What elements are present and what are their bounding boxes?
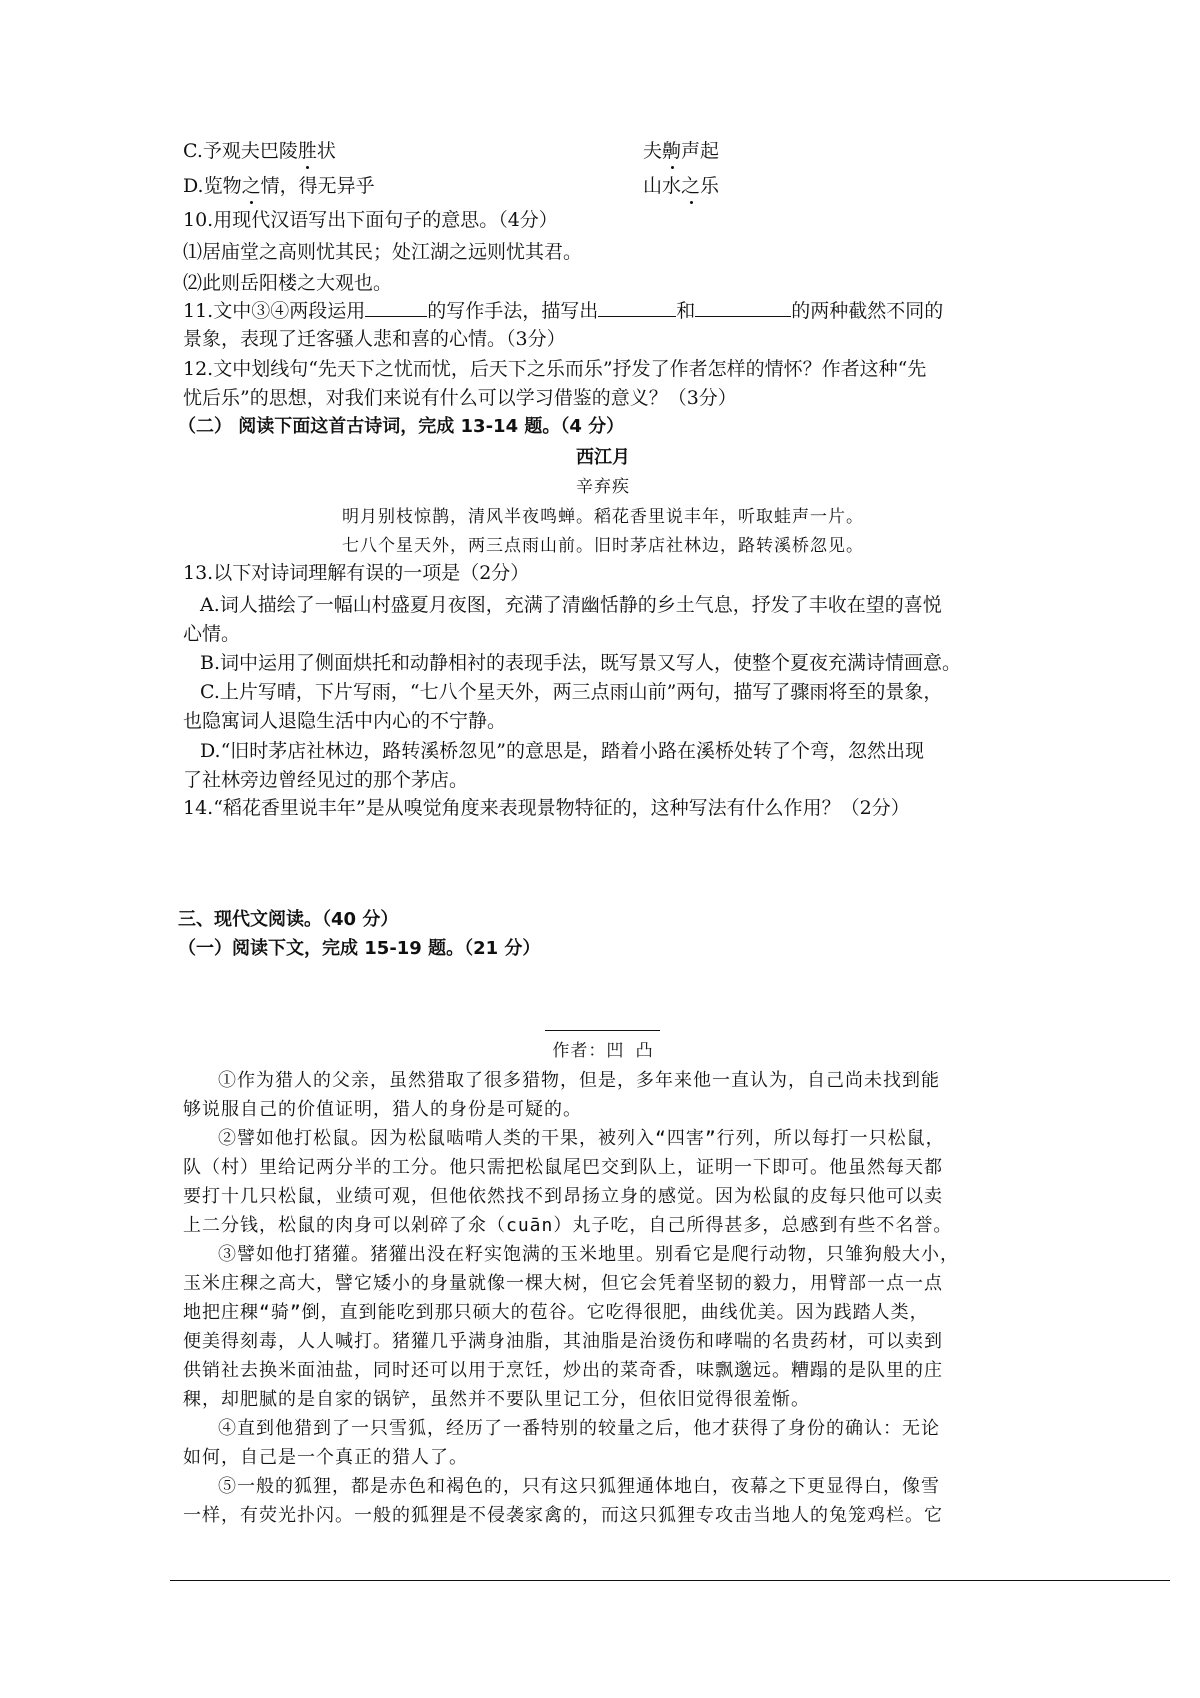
q13-option-c-line-1: C.上片写晴，下片写雨，“七八个星天外，两三点雨山前”两句，描写了骤雨将至的景象， — [200, 681, 943, 703]
paragraph-5-line-2: 一样，有荧光扑闪。一般的狐狸是不侵袭家禽的，而这只狐狸专攻击当地人的兔笼鸡栏。它 — [183, 1505, 943, 1526]
poem-title: 西江月 — [576, 447, 630, 468]
section-2-heading: （二） 阅读下面这首古诗词，完成 13-14 题。（4 分） — [178, 416, 625, 437]
paragraph-5-line-1: ⑤一般的狐狸，都是赤色和褐色的，只有这只狐狸通体地白，夜幕之下更显得白，像雪 — [218, 1476, 940, 1497]
q9-option-d — [183, 171, 1023, 201]
poem-line-2: 七八个星天外，两三点雨山前。旧时茅店社林边，路转溪桥忽见。 — [342, 536, 864, 556]
article-author: 作者：凹 凸 — [552, 1041, 654, 1061]
q12-line-1: 12.文中划线句“先天下之忧而忧，后天下之乐而乐”抒发了作者怎样的情怀？作者这种“先 — [183, 358, 927, 380]
q11-blank-3[interactable] — [695, 298, 791, 317]
q12-line-2: 忧后乐”的思想，对我们来说有什么可以学习借鉴的意义？（3分） — [183, 387, 737, 409]
paragraph-3-line-1: ③譬如他打猪獾。猪獾出没在籽实饱满的玉米地里。别看它是爬行动物，只雏狗般大小， — [218, 1244, 959, 1265]
article-title-blank[interactable] — [545, 1030, 660, 1031]
paragraph-2-line-4: 上二分钱，松鼠的肉身可以剁碎了氽（cuān）丸子吃，自己所得甚多，总感到有些不名誉。 — [183, 1215, 953, 1236]
q13-option-d-line-1: D.“旧时茅店社林边，路转溪桥忽见”的意思是，踏着小路在溪桥处转了个弯，忽然出现 — [200, 740, 925, 762]
poem-author: 辛弃疾 — [576, 477, 630, 497]
q13-option-b: B.词中运用了侧面烘托和动静相衬的表现手法，既写景又写人，使整个夏夜充满诗情画意。 — [200, 652, 962, 674]
q9-option-c — [183, 136, 1023, 166]
paragraph-3-line-2: 玉米庄稞之高大，譬它矮小的身量就像一棵大树，但它会凭着坚韧的毅力，用臂部一点一点 — [183, 1273, 943, 1294]
q9-option-d-right: 山水之乐 — [643, 171, 719, 201]
footer-rule — [170, 1580, 1170, 1581]
paragraph-3-line-4: 便美得刻毒，人人喊打。猪獾几乎满身油脂，其油脂是治烫伤和哮喘的名贵药材，可以卖到 — [183, 1331, 943, 1352]
q11-blank-2[interactable] — [598, 298, 676, 317]
poem-line-1: 明月别枝惊鹊，清风半夜鸣蝉。稻花香里说丰年，听取蛙声一片。 — [342, 507, 864, 527]
q9-option-d-left: D.览物之情，得无异乎 — [183, 175, 375, 197]
section-3-heading: 三、现代文阅读。（40 分） — [178, 909, 399, 930]
q10-sentence-1: ⑴居庙堂之高则忧其民；处江湖之远则忧其君。 — [183, 241, 583, 263]
section-3-subheading: （一）阅读下文，完成 15-19 题。（21 分） — [178, 938, 541, 959]
q13-title: 13.以下对诗词理解有误的一项是（2分） — [183, 562, 530, 584]
q10-sentence-2: ⑵此则岳阳楼之大观也。 — [183, 272, 393, 294]
paragraph-2-line-2: 队（村）里给记两分半的工分。他只需把松鼠尾巴交到队上，证明一下即可。他虽然每天都 — [183, 1157, 943, 1178]
q11-blank-1[interactable] — [365, 298, 427, 317]
paragraph-3-line-5: 供销社去换米面油盐，同时还可以用于烹饪，炒出的菜奇香，味飘邈远。糟蹋的是队里的庄 — [183, 1360, 943, 1381]
q11-line-2: 景象，表现了迁客骚人悲和喜的心情。（3分） — [183, 328, 566, 350]
paragraph-1-line-1: ①作为猎人的父亲，虽然猎取了很多猎物，但是，多年来他一直认为，自己尚未找到能 — [218, 1070, 940, 1091]
q13-option-a-line-1: A.词人描绘了一幅山村盛夏月夜图，充满了清幽恬静的乡土气息，抒发了丰收在望的喜悦 — [200, 594, 942, 616]
paragraph-2-line-3: 要打十几只松鼠，业绩可观，但他依然找不到昂扬立身的感觉。因为松鼠的皮每只他可以卖 — [183, 1186, 943, 1207]
q13-option-a-line-2: 心情。 — [183, 623, 241, 645]
q11-line-1: 11.文中③④两段运用 的写作手法，描写出 和 的两种截然不同的 — [183, 300, 944, 322]
q14-title: 14.“稻花香里说丰年”是从嗅觉角度来表现景物特征的，这种写法有什么作用？（2分） — [183, 797, 910, 819]
paragraph-2-line-1: ②譬如他打松鼠。因为松鼠啮啃人类的干果，被列入“四害”行列，所以每打一只松鼠， — [218, 1128, 945, 1149]
q10-title: 10.用现代汉语写出下面句子的意思。（4分） — [183, 209, 558, 231]
paragraph-3-line-6: 稞，却肥腻的是自家的锅铲，虽然并不要队里记工分，但依旧觉得很羞惭。 — [183, 1389, 810, 1410]
q13-option-d-line-2: 了社林旁边曾经见过的那个茅店。 — [183, 769, 469, 791]
q9-option-c-right: 夫齁声起 — [643, 136, 719, 166]
paragraph-3-line-3: 地把庄稞“骑”倒，直到能吃到那只硕大的苞谷。它吃得很肥，曲线优美。因为践踏人类， — [183, 1302, 929, 1323]
paragraph-1-line-2: 够说服自己的价值证明，猎人的身份是可疑的。 — [183, 1099, 582, 1120]
q13-option-c-line-2: 也隐寓词人退隐生活中内心的不宁静。 — [183, 710, 507, 732]
q9-option-c-left: C.予观夫巴陵胜状 — [183, 140, 336, 162]
paragraph-4-line-2: 如何，自己是一个真正的猎人了。 — [183, 1447, 468, 1468]
paragraph-4-line-1: ④直到他猎到了一只雪狐，经历了一番特别的较量之后，他才获得了身份的确认：无论 — [218, 1418, 940, 1439]
